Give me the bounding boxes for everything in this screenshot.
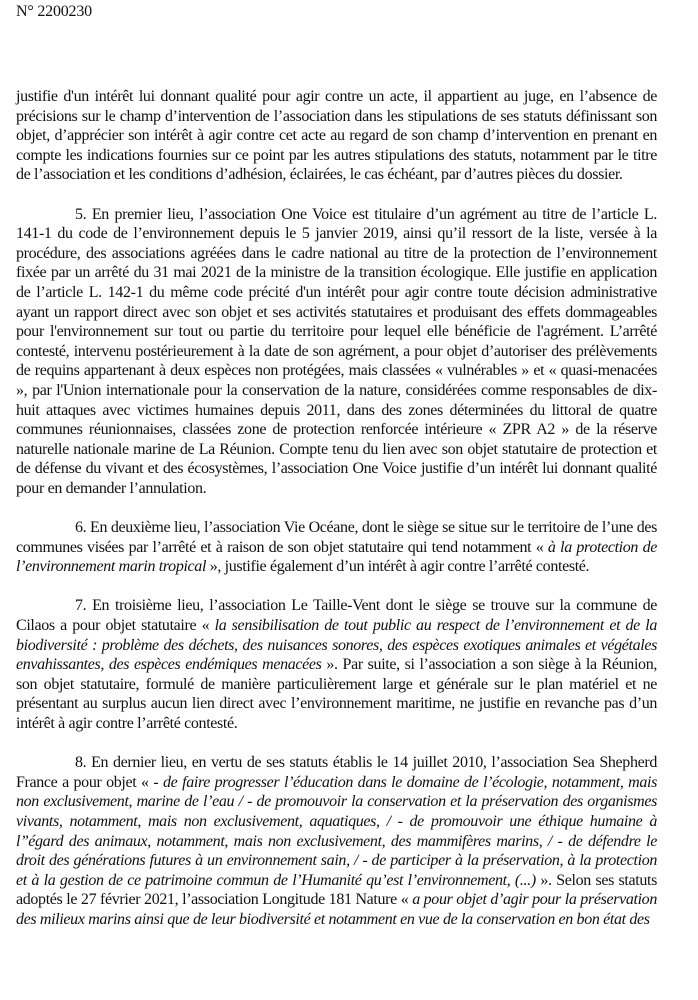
paragraph-6	[16, 518, 657, 577]
document-body	[16, 87, 657, 949]
paragraph-text: », justifie également d’un intérêt à agir contre l’arrêté contesté.	[206, 558, 590, 576]
paragraph-text: ». Par suite, si l’association a son siège à la Réunion, son objet statutaire, formulé de manière particulièrement large et générale sur le plan matériel et ne présentant au surplus aucun lien direct avec l’environnement maritime, ne justifie en revanche pas d’un intérêt à agir contre l’arrêté contesté.	[16, 656, 657, 732]
paragraph-continuation	[16, 87, 657, 185]
case-number: N° 2200230	[16, 3, 92, 20]
quoted-statute: la sensibilisation de tout public au respect de l’environnement et de la biodiversité : problème des déchets, des nuisances sonores, des espèces exotiques animales et végétales envahissantes, des espèces endémiques menacées	[16, 617, 658, 674]
paragraph-8	[16, 753, 657, 929]
paragraph-text: 6. En deuxième lieu, l’association Vie Océane, dont le siège se situe sur le territoire de l’une des communes visées par l’arrêté et à raison de son objet statutaire qui tend notamment «	[16, 519, 657, 556]
quoted-statute: a pour objet d’agir pour la préservation des milieux marins ainsi que de leur biodiversité et notamment en vue de la conservation en bon état des	[16, 891, 657, 928]
paragraph-7	[16, 596, 657, 733]
paragraph-text: 7. En troisième lieu, l’association Le Taille-Vent dont le siège se trouve sur la commune de Cilaos a pour objet statutaire «	[16, 597, 657, 635]
paragraph-text: 8. En dernier lieu, en vertu de ses statuts établis le 14 juillet 2010, l’association Sea Shepherd France a pour objet «	[16, 754, 657, 791]
paragraph-text: ». Selon ses statuts adoptés le 27 février 2021, l’association Longitude 181 Nature «	[16, 871, 657, 909]
paragraph-text: 5. En premier lieu, l’association One Voice est titulaire d’un agrément au titre de l’article L. 141-1 du code de l’environnement depuis le 5 janvier 2019, ainsi qu’il ressort de la liste, versée à la procédure, des associations agréées dans le cadre national au titre de la protection de l’environnement fixée par un arrêté du 31 mai 2021 de la ministre de la transition écologique. Elle justifie en application de l’article L. 142-1 du même code précité d'un intérêt pour agir contre toute décision administrative ayant un rapport direct avec son objet et ses activités statutaires et produisant des effets dommageables pour l'environnement sur tout ou partie du territoire pour lequel elle bénéficie de l'agrément. L’arrêté contesté, intervenu postérieurement à la date de son agrément, a pour objet d’autoriser des prélèvements de requins appartenant à deux espèces non protégées, mais classées « vulnérables » et « quasi-menacées », par l'Union internationale pour la conservation de la nature, considérées comme responsables de dix-huit attaques avec victimes humaines depuis 2011, dans des zones déterminées du littoral de quatre communes réunionnaises, classées zone de protection renforcée intérieure « ZPR A2 » de la réserve naturelle nationale marine de La Réunion. Compte tenu du lien avec son objet statutaire de protection et de défense du vivant et des écosystèmes, l’association One Voice justifie d’un intérêt lui donnant qualité pour en demander l’annulation.	[16, 205, 657, 497]
quoted-statute: - de faire progresser l’éducation dans le domaine de l’écologie, notamment, mais non exclusivement, marine de l’eau / - de promouvoir la conservation et la préservation des organismes vivants, notamment, mais non exclusivement, aquatiques, / - de promouvoir une éthique humaine à l’’égard des animaux, notamment, mais non exclusivement, des mammifères marins, / - de défendre le droit des générations futures à un environnement sain, / - de participer à la préservation, à la protection et à la gestion de ce patrimoine commun de l’Humanité qu’est l’environnement, (...)	[16, 773, 657, 889]
paragraph-5	[16, 205, 657, 499]
quoted-statute: à la protection de l’environnement marin tropical	[16, 538, 657, 576]
paragraph-text: justifie d'un intérêt lui donnant qualité pour agir contre un acte, il appartient au juge, en l’absence de précisions sur le champ d’intervention de l’association dans les stipulations de ses statuts définissant son objet, d’apprécier son intérêt à agir contre cet acte au regard de son champ d’intervention en prenant en compte les indications fournies sur ce point par les autres stipulations des statuts, notamment par le titre de l’association et les conditions d’adhésion, éclairées, le cas échéant, par d’autres pièces du dossier.	[16, 88, 657, 184]
